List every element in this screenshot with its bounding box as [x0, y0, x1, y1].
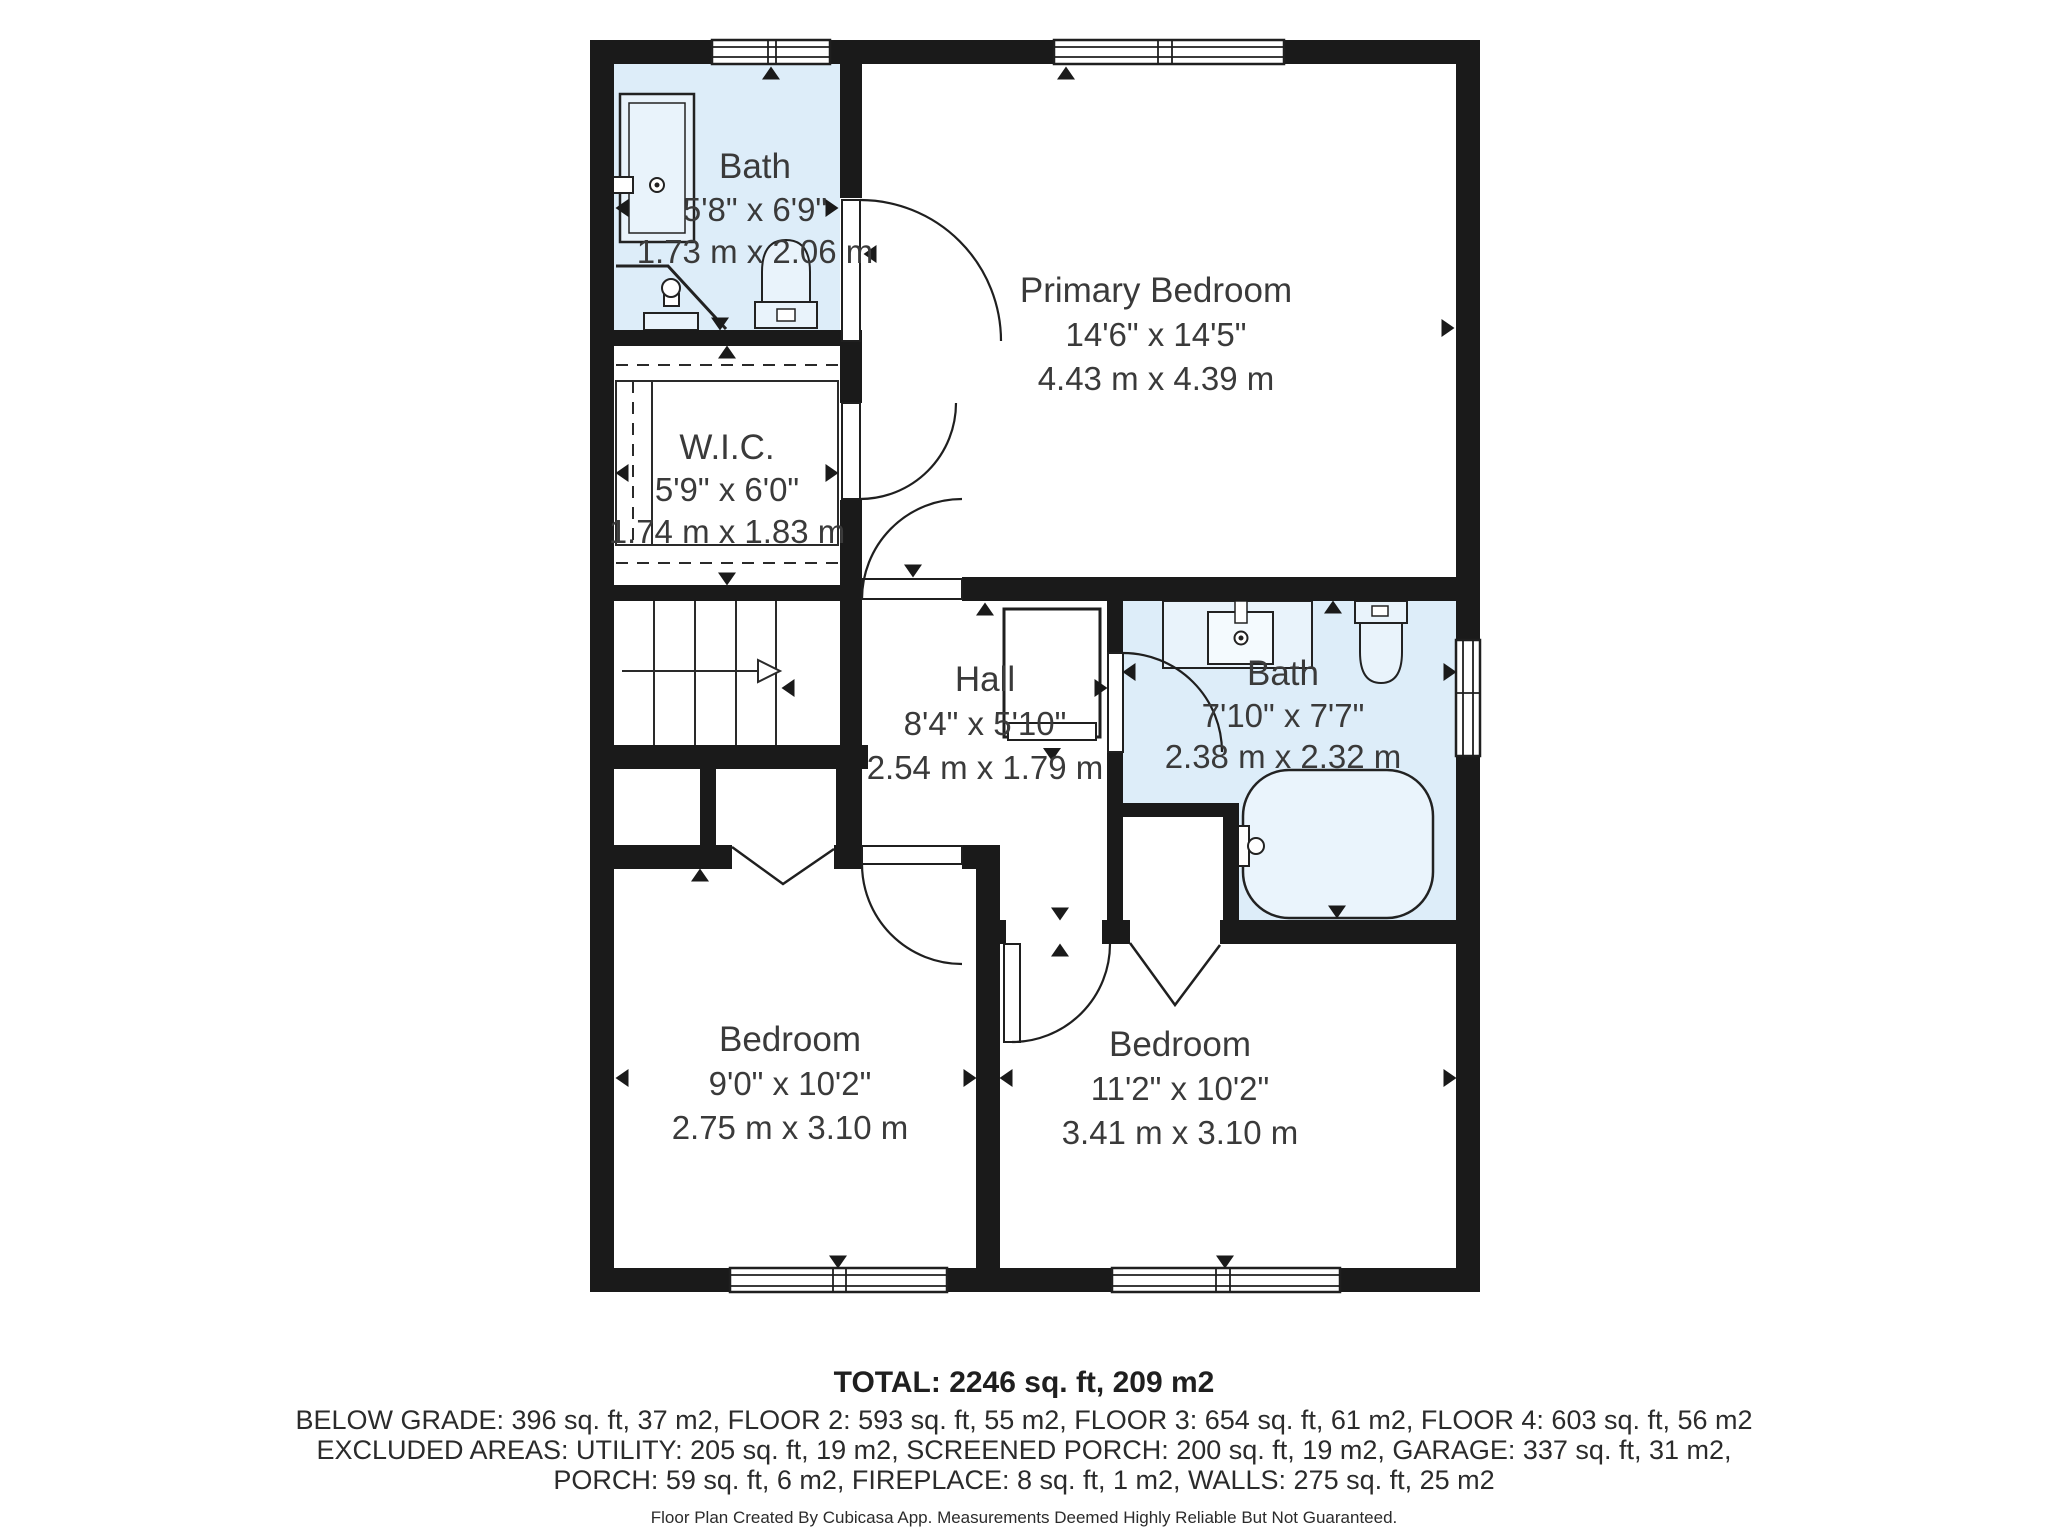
- primary-name: Primary Bedroom: [1019, 271, 1293, 310]
- door-bath1: [842, 200, 1001, 341]
- room-label-bedroom-right: [1062, 1025, 1299, 1151]
- total-area-line: TOTAL: 2246 sq. ft, 209 m2: [833, 1366, 1215, 1399]
- hall-dim-m: 2.54 m x 1.79 m: [866, 749, 1104, 786]
- room-label-primary-bedroom: [1020, 271, 1292, 397]
- bathtub-icon: [1237, 770, 1433, 918]
- room-label-wic: [609, 428, 846, 550]
- wic-name: W.I.C.: [679, 428, 775, 467]
- window-bath1-top: [712, 40, 830, 64]
- bedroom-left-name: Bedroom: [718, 1020, 862, 1059]
- bedroom-right-dim-ft: 11'2" x 10'2": [1090, 1070, 1270, 1107]
- stairs-direction-arrow: [622, 660, 780, 682]
- door-bedroom-left: [862, 846, 962, 964]
- wic-dim-ft: 5'9" x 6'0": [654, 471, 800, 508]
- summary-line-3: EXCLUDED AREAS: UTILITY: 205 sq. ft, 19 m2, SCREENED PORCH: 200 sq. ft, 19 m2, GARAGE: 337 sq. ft, 31 m2,: [316, 1435, 1732, 1465]
- bedroom-left-dim-m: 2.75 m x 3.10 m: [671, 1109, 909, 1146]
- shower-icon: [611, 94, 694, 242]
- wic-dim-m: 1.74 m x 1.83 m: [608, 513, 846, 550]
- bath1-dim-m: 1.73 m x 2.06 m: [636, 233, 874, 270]
- bath2-name: Bath: [1247, 654, 1319, 693]
- window-bedroom-left-bottom: [730, 1268, 947, 1292]
- summary-line-2: BELOW GRADE: 396 sq. ft, 37 m2, FLOOR 2: 593 sq. ft, 55 m2, FLOOR 3: 654 sq. ft, 61 m2, FLOOR 4: 603 sq. ft, 56 m2: [295, 1405, 1753, 1435]
- bifold-closet-door-left: [732, 847, 834, 884]
- window-primary-top: [1054, 40, 1284, 64]
- bedroom-right-dim-m: 3.41 m x 3.10 m: [1061, 1114, 1299, 1151]
- door-primary-bedroom: [862, 499, 962, 599]
- bath1-name: Bath: [719, 147, 791, 186]
- summary-line-4: PORCH: 59 sq. ft, 6 m2, FIREPLACE: 8 sq. ft, 1 m2, WALLS: 275 sq. ft, 25 m2: [553, 1465, 1495, 1495]
- window-bath2-right: [1456, 640, 1480, 756]
- disclaimer: Floor Plan Created By Cubicasa App. Measurements Deemed Highly Reliable But Not Guaranteed.: [650, 1508, 1398, 1527]
- window-bedroom-right-bottom: [1112, 1268, 1340, 1292]
- hall-dim-ft: 8'4" x 5'10": [903, 705, 1067, 742]
- primary-dim-m: 4.43 m x 4.39 m: [1037, 360, 1275, 397]
- primary-dim-ft: 14'6" x 14'5": [1065, 316, 1247, 353]
- area-summary: [295, 1366, 1752, 1527]
- room-label-bedroom-left: [672, 1020, 909, 1146]
- bath1-dim-ft: 5'8" x 6'9": [682, 191, 828, 228]
- bath2-dim-ft: 7'10" x 7'7": [1201, 697, 1365, 734]
- bedroom-left-dim-ft: 9'0" x 10'2": [708, 1065, 872, 1102]
- bifold-closet-door-right: [1130, 943, 1220, 1005]
- door-wic: [842, 403, 956, 499]
- toilet-icon: [1355, 601, 1407, 683]
- bath2-dim-m: 2.38 m x 2.32 m: [1164, 738, 1402, 775]
- hall-name: Hall: [954, 660, 1016, 699]
- stairs: [622, 601, 780, 745]
- door-bedroom-right: [1004, 944, 1110, 1042]
- bedroom-right-name: Bedroom: [1108, 1025, 1252, 1064]
